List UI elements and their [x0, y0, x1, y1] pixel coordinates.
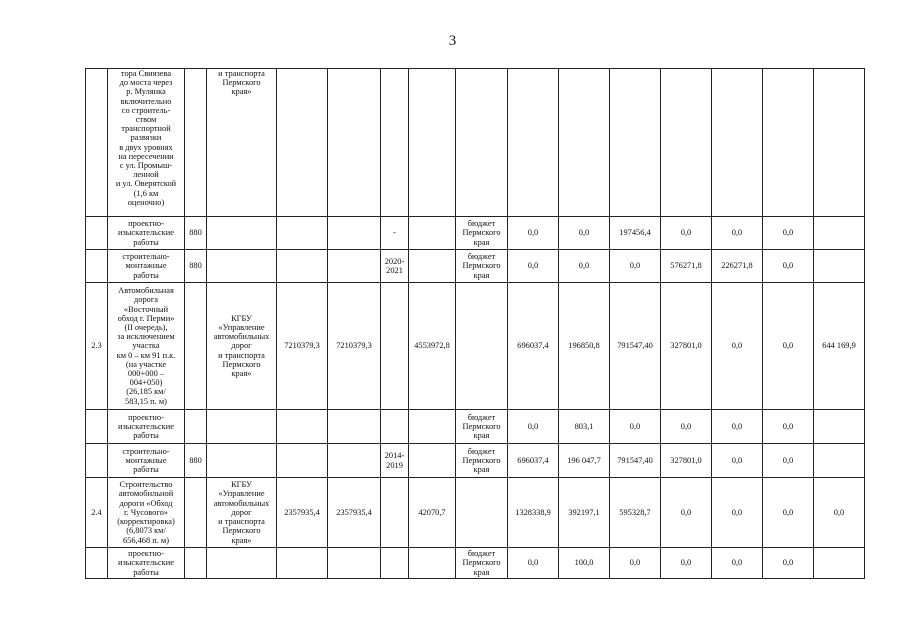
cell-funding-source: бюджет Пермского края — [456, 410, 508, 444]
cell-object-name: Строительство автомобильной дороги «Обход г. Чусового» (корректировка) (6,8073 км/ 656,468 п. м) — [108, 478, 185, 548]
cell-estimated-cost: 2357935,4 — [328, 478, 381, 548]
cell-value-2: 196 047,7 — [559, 444, 610, 478]
cell-value-3: 595328,7 — [610, 478, 661, 548]
cell-value-6: 0,0 — [763, 283, 814, 410]
cell-number: 2.4 — [86, 478, 108, 548]
cell-number: 2.3 — [86, 283, 108, 410]
cell-value-3: 0,0 — [610, 410, 661, 444]
cell-value-2: 392197,1 — [559, 478, 610, 548]
cell-value-5 — [712, 69, 763, 217]
cell-object-name: Автомобильная дорога «Восточный обход г. Перми» (II очередь), за исключением участка км 0 – км 91 п.к. (на участке 000+000 – 004+050) (26,185 км/ 583,15 п. м) — [108, 283, 185, 410]
cell-value-3: 791547,40 — [610, 444, 661, 478]
cell-number — [86, 250, 108, 283]
cell-value-7 — [814, 548, 865, 579]
cell-funding-source: бюджет Пермского края — [456, 250, 508, 283]
cell-funding-source: бюджет Пермского края — [456, 548, 508, 579]
cell-estimated-cost: 7210379,3 — [328, 283, 381, 410]
cell-completed — [409, 250, 456, 283]
cell-object-name: проектно- изыскательские работы — [108, 548, 185, 579]
cell-number — [86, 217, 108, 250]
cell-value-5: 0,0 — [712, 444, 763, 478]
cell-value-3: 791547,40 — [610, 283, 661, 410]
cell-value-1 — [508, 69, 559, 217]
cell-years — [381, 410, 409, 444]
cell-value-3: 197456,4 — [610, 217, 661, 250]
cell-object-name: строительно- монтажные работы — [108, 250, 185, 283]
cell-value-4 — [661, 69, 712, 217]
budget-table — [85, 68, 865, 579]
cell-value-6: 0,0 — [763, 410, 814, 444]
cell-years: 2020- 2021 — [381, 250, 409, 283]
cell-number — [86, 410, 108, 444]
page-number: 3 — [448, 33, 457, 49]
cell-total-cost — [277, 250, 328, 283]
cell-value-6: 0,0 — [763, 217, 814, 250]
cell-code — [185, 410, 207, 444]
cell-completed — [409, 217, 456, 250]
cell-funding-source — [456, 69, 508, 217]
cell-customer: КГБУ «Управление автомобильных дорог и транспорта Пермского края» — [207, 283, 277, 410]
cell-value-1: 0,0 — [508, 548, 559, 579]
cell-object-name: проектно- изыскательские работы — [108, 217, 185, 250]
table-row — [86, 217, 865, 250]
cell-code: 880 — [185, 444, 207, 478]
cell-value-4: 0,0 — [661, 478, 712, 548]
cell-value-2: 0,0 — [559, 217, 610, 250]
cell-value-4: 0,0 — [661, 548, 712, 579]
cell-completed: 4553972,8 — [409, 283, 456, 410]
cell-value-5: 0,0 — [712, 283, 763, 410]
cell-completed — [409, 444, 456, 478]
cell-total-cost: 2357935,4 — [277, 478, 328, 548]
cell-estimated-cost — [328, 410, 381, 444]
cell-value-4: 576271,8 — [661, 250, 712, 283]
cell-object-name: тора Свиязева до моста через р. Мулянка включительно со строитель- ством транспортной развязки в двух уровнях на пересечении с ул. Промыш- ленной и ул. Оверятской (1,6 км оценочно) — [108, 69, 185, 217]
table-row — [86, 250, 865, 283]
cell-code: 880 — [185, 250, 207, 283]
cell-object-name: строительно- монтажные работы — [108, 444, 185, 478]
cell-value-3: 0,0 — [610, 250, 661, 283]
cell-code — [185, 283, 207, 410]
cell-total-cost — [277, 69, 328, 217]
cell-value-5: 0,0 — [712, 217, 763, 250]
cell-value-6: 0,0 — [763, 548, 814, 579]
cell-code — [185, 69, 207, 217]
cell-value-2: 100,0 — [559, 548, 610, 579]
cell-value-6: 0,0 — [763, 444, 814, 478]
cell-value-1: 696037,4 — [508, 283, 559, 410]
cell-code — [185, 548, 207, 579]
cell-customer — [207, 444, 277, 478]
cell-customer — [207, 548, 277, 579]
cell-value-2: 803,1 — [559, 410, 610, 444]
cell-value-5: 226271,8 — [712, 250, 763, 283]
cell-value-7 — [814, 69, 865, 217]
cell-value-1: 0,0 — [508, 410, 559, 444]
table-row — [86, 478, 865, 548]
cell-estimated-cost — [328, 217, 381, 250]
cell-code: 880 — [185, 217, 207, 250]
cell-value-7 — [814, 444, 865, 478]
cell-value-2: 0,0 — [559, 250, 610, 283]
cell-value-7: 0,0 — [814, 478, 865, 548]
cell-years — [381, 69, 409, 217]
cell-value-1: 1328338,9 — [508, 478, 559, 548]
cell-object-name: проектно- изыскательские работы — [108, 410, 185, 444]
cell-value-7: 644 169,9 — [814, 283, 865, 410]
cell-value-1: 0,0 — [508, 217, 559, 250]
table-row — [86, 444, 865, 478]
cell-total-cost: 7210379,3 — [277, 283, 328, 410]
cell-value-3 — [610, 69, 661, 217]
cell-customer — [207, 250, 277, 283]
cell-number — [86, 548, 108, 579]
cell-total-cost — [277, 548, 328, 579]
cell-value-7 — [814, 410, 865, 444]
cell-customer — [207, 217, 277, 250]
table-row — [86, 548, 865, 579]
table-row — [86, 410, 865, 444]
table-row — [86, 69, 865, 217]
cell-total-cost — [277, 444, 328, 478]
cell-number — [86, 444, 108, 478]
cell-value-7 — [814, 250, 865, 283]
cell-funding-source: бюджет Пермского края — [456, 217, 508, 250]
cell-value-5: 0,0 — [712, 410, 763, 444]
cell-value-1: 0,0 — [508, 250, 559, 283]
cell-value-4: 327801,0 — [661, 283, 712, 410]
cell-completed — [409, 69, 456, 217]
cell-customer — [207, 410, 277, 444]
cell-value-6 — [763, 69, 814, 217]
cell-customer: КГБУ «Управление автомобильных дорог и транспорта Пермского края» — [207, 478, 277, 548]
cell-customer: и транспорта Пермского края» — [207, 69, 277, 217]
cell-value-4: 0,0 — [661, 410, 712, 444]
cell-years — [381, 283, 409, 410]
cell-completed: 42070,7 — [409, 478, 456, 548]
cell-estimated-cost — [328, 250, 381, 283]
cell-value-1: 696037,4 — [508, 444, 559, 478]
cell-code — [185, 478, 207, 548]
cell-years — [381, 478, 409, 548]
cell-value-4: 327801,0 — [661, 444, 712, 478]
cell-estimated-cost — [328, 548, 381, 579]
cell-funding-source — [456, 283, 508, 410]
cell-value-2 — [559, 69, 610, 217]
cell-estimated-cost — [328, 444, 381, 478]
cell-value-3: 0,0 — [610, 548, 661, 579]
cell-estimated-cost — [328, 69, 381, 217]
cell-funding-source — [456, 478, 508, 548]
cell-total-cost — [277, 217, 328, 250]
cell-years: - — [381, 217, 409, 250]
cell-number — [86, 69, 108, 217]
cell-value-6: 0,0 — [763, 250, 814, 283]
cell-completed — [409, 410, 456, 444]
cell-value-6: 0,0 — [763, 478, 814, 548]
cell-funding-source: бюджет Пермского края — [456, 444, 508, 478]
table-row — [86, 283, 865, 410]
cell-value-2: 196850,8 — [559, 283, 610, 410]
cell-years — [381, 548, 409, 579]
cell-value-5: 0,0 — [712, 548, 763, 579]
cell-completed — [409, 548, 456, 579]
cell-value-7 — [814, 217, 865, 250]
cell-total-cost — [277, 410, 328, 444]
cell-years: 2014- 2019 — [381, 444, 409, 478]
cell-value-4: 0,0 — [661, 217, 712, 250]
cell-value-5: 0,0 — [712, 478, 763, 548]
